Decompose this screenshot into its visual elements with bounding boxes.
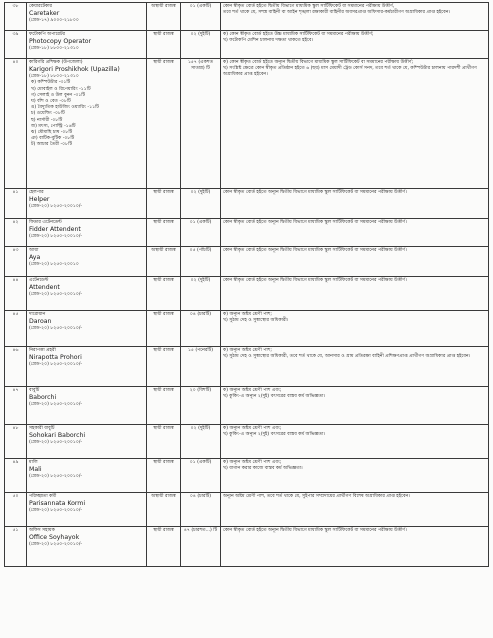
post-title-english: Helper <box>29 196 50 204</box>
serial-cell: ৪১ <box>5 189 27 219</box>
post-title-english: Sohokari Baborchi <box>29 432 86 440</box>
qualification-line: খ) সংশ্লিষ্ট ক্ষেত্রে কোন স্বীকৃত প্রতিষ্ঠান হইতে ৬ (ছয়) মাস মেয়াদী ট্রেড কোর্স সনদ, তবে শর্ত থাকে যে, কম্পিউটার চালনায় পারদর্শী প্রার্থীগণ অগ্রাধিকার প্রাপ্ত হইবেন। <box>223 66 477 78</box>
pay-scale: (গ্রেড-২০) ৮২৫০-২০০১০/- <box>29 402 83 408</box>
qualification-cell <box>221 31 489 59</box>
post-count-cell: ১৫৭ (একশত সাতান্ন) টি <box>181 59 221 189</box>
pay-scale: (গ্রেড-২০) ৮২৫০-২০০১০/- <box>29 440 83 446</box>
serial-cell: ৪৯ <box>5 459 27 493</box>
serial-cell: ৪৬ <box>5 347 27 387</box>
post-title-bangla: অফিস সহায়ক <box>29 528 55 533</box>
post-title-english: Office Soyhayok <box>29 534 80 542</box>
qualification-cell <box>221 247 489 277</box>
trade-item: ঙ) বৈদ্যুতিক হাউজিং ওয়্যারিং -১১টি <box>31 105 99 111</box>
qualification-line: ক) অন্যূন অষ্টম শ্রেণী পাশ এবং; <box>223 426 282 431</box>
serial-cell: ৪০ <box>5 59 27 189</box>
post-title-cell <box>27 31 147 59</box>
post-title-bangla: ফটোকপি অপারেটর <box>29 32 65 37</box>
post-title-cell <box>27 425 147 459</box>
trade-item: ঞ) বাটিক-বুটিক -০৮টি <box>31 136 75 142</box>
post-title-cell <box>27 387 147 425</box>
post-count-cell: ০৫ (পাঁচটি) <box>181 247 221 277</box>
table-row <box>5 347 489 387</box>
qualification-cell <box>221 459 489 493</box>
table-row <box>5 387 489 425</box>
post-count-cell: ০১ (একটি) <box>181 219 221 247</box>
qualification-line: কোন স্বীকৃত বোর্ড হইতে অন্যূন দ্বিতীয় বিভাগে মাধ্যমিক স্কুল সার্টিফিকেট বা সমমানের পরীক্ষায় উত্তীর্ণ। <box>223 278 407 283</box>
qualification-line: অন্যূন অষ্টম শ্রেণী পাশ, তবে শর্ত থাকে যে, সুইপার সম্প্রদায়ের প্রার্থীগণ বিশেষ অগ্রাধিকার প্রাপ্ত হইবেন। <box>223 494 410 499</box>
pay-scale: (গ্রেড-২০) ৮২৫০-২০০১০/- <box>29 292 83 298</box>
post-title-english: Mali <box>29 466 42 474</box>
post-status-cell: অস্থায়ী রাজস্ব <box>147 247 181 277</box>
table-row <box>5 459 489 493</box>
pay-scale: (গ্রেড-২০) ৮২৫০-২০০১০ <box>29 262 79 268</box>
table-row <box>5 189 489 219</box>
pay-scale: (গ্রেড-২০) ৮২৫০-২০০১০/- <box>29 542 83 548</box>
job-circular-table <box>4 2 489 567</box>
serial-cell: ৪৫ <box>5 311 27 347</box>
post-status-cell: স্থায়ী রাজস্ব <box>147 277 181 311</box>
trade-item: জ) মৎস্য, পোল্ট্রি -১৬টি <box>31 123 76 129</box>
trade-item: চ) ওয়েল্ডিং -০৮টি <box>31 111 65 117</box>
serial-cell: ৪২ <box>5 219 27 247</box>
table-row <box>5 3 489 31</box>
post-title-english: Baborchi <box>29 394 57 402</box>
qualification-line: ক) অন্যূন অষ্টম শ্রেণী পাশ এবং; <box>223 388 282 393</box>
pay-scale: (গ্রেড-২০) ৮২৫০-২০০১০/- <box>29 508 83 514</box>
serial-cell: ৫০ <box>5 493 27 527</box>
qualification-line: কোন স্বীকৃত বোর্ড হইতে অন্যূন দ্বিতীয় বিভাগে মাধ্যমিক স্কুল সার্টিফিকেট বা সমমানের পরীক্ষায় উত্তীর্ণ। <box>223 248 407 253</box>
post-status-cell: স্থায়ী রাজস্ব <box>147 31 181 59</box>
table-row <box>5 425 489 459</box>
post-status-cell: স্থায়ী রাজস্ব <box>147 189 181 219</box>
qualification-cell <box>221 527 489 567</box>
qualification-cell <box>221 493 489 527</box>
post-title-cell <box>27 493 147 527</box>
pay-scale: (গ্রেড-১৮) ৮৮০০-২১৩১০ <box>29 46 79 52</box>
post-status-cell: স্থায়ী রাজস্ব <box>147 311 181 347</box>
post-title-bangla: হেলপার <box>29 190 44 195</box>
qualification-line: ক) অন্যূন অষ্টম শ্রেণী পাশ; <box>223 348 272 353</box>
post-title-bangla: পরিচ্ছন্নতা কর্মী <box>29 494 57 499</box>
qualification-cell <box>221 347 489 387</box>
post-title-cell <box>27 527 147 567</box>
post-status-cell: স্থায়ী রাজস্ব <box>147 425 181 459</box>
pay-scale: (গ্রেড-১৮) ৮৮০০-২১৩১০ <box>29 74 79 80</box>
post-title-cell <box>27 311 147 347</box>
serial-cell: ৪৪ <box>5 277 27 311</box>
post-title-bangla: কেয়ারটেকার <box>29 4 53 9</box>
post-count-cell: ০২ (দুইটি) <box>181 425 221 459</box>
trade-item: ক) কম্পিউটার -৩১টি <box>31 80 71 86</box>
post-count-cell: ০২ (দুইটি) <box>181 189 221 219</box>
post-status-cell: স্থায়ী রাজস্ব <box>147 59 181 189</box>
qualification-line: কোন স্বীকৃত বোর্ড হইতে দ্বিতীয় বিভাগে মাধ্যমিক স্কুল সার্টিফিকেট বা সমমানের পরীক্ষায় উত্তীর্ণ, <box>223 4 395 9</box>
qualification-cell <box>221 189 489 219</box>
qualification-cell <box>221 277 489 311</box>
post-title-english: Aya <box>29 254 41 262</box>
post-title-english: Nirapotta Prohori <box>29 354 82 362</box>
post-count-cell: ০৪ (চারটি) <box>181 311 221 347</box>
post-title-bangla: কারিগরি প্রশিক্ষক (উপজেলা) <box>29 60 83 65</box>
post-count-cell: ১৫ (পনেরটি) <box>181 347 221 387</box>
post-title-english: Daroan <box>29 318 52 326</box>
post-status-cell: স্থায়ী রাজস্ব <box>147 459 181 493</box>
post-count-cell: ০১ (একটি) <box>181 3 221 31</box>
post-count-cell: ০২ (দুইটি) <box>181 277 221 311</box>
post-title-english: Photocopy Operator <box>29 38 92 46</box>
table-row <box>5 311 489 347</box>
post-title-english: Karigori Proshikhok (Upazilla) <box>29 66 120 74</box>
post-title-cell <box>27 189 147 219</box>
pay-scale: (গ্রেড-২০) ৮২৫০-২০০১০/- <box>29 474 83 480</box>
post-count-cell: ০৪ (চারটি) <box>181 493 221 527</box>
serial-cell: ৫১ <box>5 527 27 567</box>
table-row <box>5 31 489 59</box>
pay-scale: (গ্রেড-২০) ৮২৫০-২০০১০/- <box>29 326 83 332</box>
post-title-cell <box>27 459 147 493</box>
qualification-line: কোন স্বীকৃত বোর্ড হইতে অন্যূন দ্বিতীয় বিভাগে মাধ্যমিক স্কুল সার্টিফিকেট বা সমমানের পরীক্ষায় উত্তীর্ণ। <box>223 528 407 533</box>
qualification-line: খ) কুকিং-এ অন্যূন ২(দুই) বৎসরের বাস্তব কর্ম অভিজ্ঞতা। <box>223 432 326 438</box>
post-title-bangla: সহকারী বাবুর্চি <box>29 426 55 431</box>
qualification-line: খ) বাগান করার কাজে বাস্তব কর্ম অভিজ্ঞতা। <box>223 466 303 472</box>
table-row <box>5 493 489 527</box>
trade-item: ছ) নার্সারী -০৮টি <box>31 117 63 123</box>
post-title-english: Attendent <box>29 284 60 292</box>
post-count-cell: ০২ (দুইটি) <box>181 31 221 59</box>
qualification-line: ক) কোন স্বীকৃত বোর্ড হইতে অন্যূন দ্বিতীয় বিভাগে মাধ্যমিক স্কুল সার্টিফিকেট বা সমমানের পরীক্ষায় উত্তীর্ণ; <box>223 60 414 65</box>
serial-cell: ৩৯ <box>5 31 27 59</box>
qualification-line: খ) ফটোকপি মেশিন চালনায় দক্ষতা থাকতে হইবে। <box>223 38 314 44</box>
qualification-line: কোন স্বীকৃত বোর্ড হইতে অন্যূন দ্বিতীয় বিভাগে মাধ্যমিক স্কুল সার্টিফিকেট বা সমমানের পরীক্ষায় উত্তীর্ণ। <box>223 190 407 195</box>
qualification-cell <box>221 387 489 425</box>
post-count-cell: ৪৭ (চারশত...) টি <box>181 527 221 567</box>
post-status-cell: স্থায়ী রাজস্ব <box>147 219 181 247</box>
pay-scale: (গ্রেড-২০) ৮২৫০-২০০১০/- <box>29 204 83 210</box>
table-row <box>5 219 489 247</box>
post-status-cell: স্থায়ী রাজস্ব <box>147 387 181 425</box>
post-title-english: Parisannata Kormi <box>29 500 86 508</box>
post-title-cell <box>27 277 147 311</box>
qualification-line: ক) কোন স্বীকৃত বোর্ড হইতে উচ্চ মাধ্যমিক সার্টিফিকেট বা সমমানের পরীক্ষায় উত্তীর্ণ; <box>223 32 374 37</box>
table-row <box>5 59 489 189</box>
qualification-line: ক) অন্যূন অষ্টম শ্রেণী পাশ এবং; <box>223 460 282 465</box>
post-title-cell <box>27 247 147 277</box>
post-title-bangla: এটেনডেন্ট <box>29 278 49 283</box>
qualification-line: খ) কুকিং-এ অন্যূন ২(দুই) বৎসরের বাস্তব কর্ম অভিজ্ঞতা। <box>223 394 326 400</box>
table-row <box>5 247 489 277</box>
post-status-cell: অস্থায়ী রাজস্ব <box>147 3 181 31</box>
post-title-bangla: আয়া <box>29 248 39 253</box>
qualification-line: খ) সুঠাম দেহ ও সুস্বাস্থ্যের অধিকারী, তবে শর্ত থাকে যে, আনসার ও গ্রাম প্রতিরক্ষা বাহিনী প্রশিক্ষণপ্রাপ্ত প্রার্থীগণ অগ্রাধিকার প্রাপ্ত হইবেন। <box>223 354 471 360</box>
serial-cell: ৪৩ <box>5 247 27 277</box>
serial-cell: ৪৭ <box>5 387 27 425</box>
post-count-cell: ০১ (একটি) <box>181 459 221 493</box>
post-title-bangla: বাবুর্চি <box>29 388 40 393</box>
qualification-cell <box>221 425 489 459</box>
serial-cell: ৪৮ <box>5 425 27 459</box>
qualification-line: কোন স্বীকৃত বোর্ড হইতে অন্যূন দ্বিতীয় বিভাগে মাধ্যমিক স্কুল সার্টিফিকেট বা সমমানের পরীক্ষায় উত্তীর্ণ। <box>223 220 407 225</box>
trade-item: ট) আচার তৈরী -০৮টি <box>31 142 72 148</box>
post-title-bangla: নিরাপত্তা প্রহরী <box>29 348 56 353</box>
qualification-cell <box>221 59 489 189</box>
qualification-line: ক) অন্যূন অষ্টম শ্রেণী পাশ; <box>223 312 272 317</box>
post-count-cell: ২০ (বিশটি) <box>181 387 221 425</box>
post-status-cell: স্থায়ী রাজস্ব <box>147 347 181 387</box>
table-row <box>5 527 489 567</box>
table-row <box>5 277 489 311</box>
post-title-bangla: ফিডার এটেনডেন্ট <box>29 220 62 225</box>
pay-scale: (গ্রেড-২০) ৮২৫০-২০০১০/- <box>29 234 83 240</box>
post-title-english: Caretaker <box>29 10 60 18</box>
post-title-cell <box>27 59 147 189</box>
post-title-english: Fidder Attendent <box>29 226 81 234</box>
post-title-bangla: দারোয়ান <box>29 312 46 317</box>
qualification-line: খ) সুঠাম দেহ ও সুস্বাস্থ্যের অধিকারী। <box>223 318 289 324</box>
table-body <box>5 3 489 567</box>
trade-item: ঝ) মৌমাছি চাষ -০৮টি <box>31 130 73 136</box>
post-title-cell <box>27 3 147 31</box>
trade-item: ঘ) বাঁশ ও বেত -০৮টি <box>31 99 71 105</box>
serial-cell: ৩৮ <box>5 3 27 31</box>
trade-item: গ) সেলাই ও উল বুনন -৩১টি <box>31 92 86 98</box>
qualification-cell <box>221 311 489 347</box>
qualification-cell <box>221 219 489 247</box>
qualification-line: তবে শর্ত থাকে যে, সশস্ত্র বাহিনী বা আইন শৃঙ্খলা রক্ষাকারী বাহিনীর অবসরপ্রাপ্ত অফিসার-কর্মচারীগণ অগ্রাধিকার প্রাপ্ত হইবেন। <box>223 10 451 16</box>
post-status-cell: অস্থায়ী রাজস্ব <box>147 493 181 527</box>
post-title-cell <box>27 347 147 387</box>
post-status-cell: স্থায়ী রাজস্ব <box>147 527 181 567</box>
pay-scale: (গ্রেড-১৭) ৯০০০-২১৮০০ <box>29 18 79 24</box>
qualification-cell <box>221 3 489 31</box>
trade-item: খ) মোবাইল ও রিপেয়ারিং -১১টি <box>31 86 91 92</box>
pay-scale: (গ্রেড-২০) ৮২৫০-২০০১০/- <box>29 362 83 368</box>
post-title-cell <box>27 219 147 247</box>
post-title-bangla: মালি <box>29 460 38 465</box>
